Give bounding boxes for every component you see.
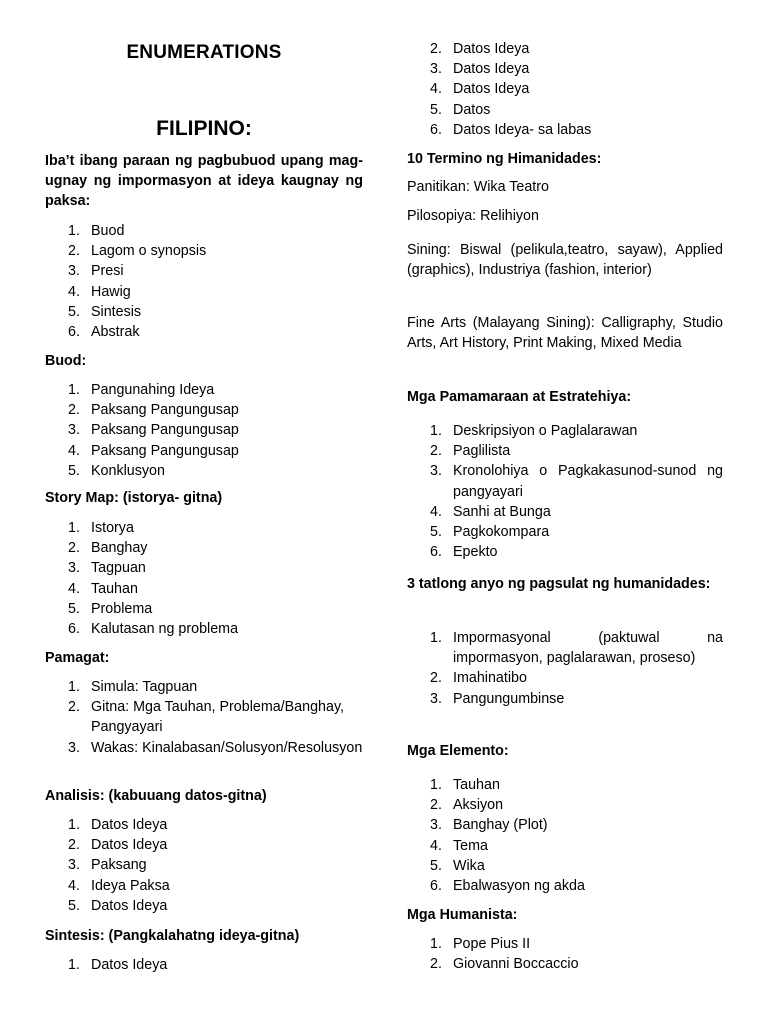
list-item	[45, 896, 363, 916]
pamamaraan-list	[407, 421, 723, 562]
list-item-text: Tauhan	[453, 777, 500, 793]
sining-paragraph	[407, 240, 723, 280]
list-number: 3.	[430, 817, 442, 834]
list-item	[45, 876, 363, 896]
list-item	[407, 668, 723, 688]
list-item	[407, 502, 723, 522]
list-number: 2.	[68, 699, 80, 716]
list-number: 2.	[430, 443, 442, 460]
humanista-list	[407, 934, 723, 974]
elemento-list	[407, 775, 723, 896]
analisis-section	[45, 786, 363, 806]
list-number: 1.	[68, 957, 80, 973]
pamamaraan-heading: Mga Pamamaraan at Estratehiya:	[407, 389, 632, 405]
pamamaraan-section	[407, 387, 723, 407]
pamagat-heading: Pamagat:	[45, 650, 110, 666]
list-item	[45, 322, 363, 342]
elemento-list-block	[407, 775, 723, 896]
anyo-list-block	[407, 628, 723, 709]
list-item	[45, 955, 363, 975]
list-item	[407, 39, 723, 59]
list-item-text: Buod	[91, 223, 125, 239]
list-item-text: Gitna: Mga Tauhan, Problema/Banghay, Pangyayari	[91, 699, 345, 736]
list-item	[407, 461, 723, 501]
list-item	[407, 689, 723, 709]
intro-section	[45, 151, 363, 212]
list-number: 5.	[68, 600, 80, 617]
list-number: 3.	[68, 560, 80, 577]
list-number: 5.	[68, 462, 80, 479]
list-item-text: Konklusyon	[91, 462, 165, 479]
storymap-heading: Story Map: (istorya- gitna)	[45, 490, 223, 506]
list-item	[45, 282, 363, 302]
list-item	[45, 579, 363, 599]
list-item-text: Sanhi at Bunga	[453, 503, 551, 520]
list-item-text: Presi	[91, 263, 124, 280]
list-number: 5.	[430, 101, 442, 118]
humanista-heading: Mga Humanista:	[407, 907, 518, 923]
sintesis-list-block	[45, 955, 363, 975]
list-item	[45, 538, 363, 558]
list-number: 4.	[68, 580, 80, 597]
anyo-section	[407, 574, 723, 594]
sintesis-heading: Sintesis: (Pangkalahatng ideya-gitna)	[45, 928, 300, 944]
list-number: 4.	[430, 837, 442, 854]
list-item	[407, 836, 723, 856]
list-number: 3.	[68, 857, 80, 874]
list-number: 1.	[68, 223, 80, 239]
list-item-text: Datos Ideya	[453, 61, 530, 78]
list-number: 6.	[68, 324, 80, 341]
list-number: 3.	[430, 690, 442, 707]
list-number: 6.	[68, 621, 80, 638]
termino-section	[407, 149, 723, 169]
list-number: 5.	[68, 897, 80, 914]
list-item	[407, 59, 723, 79]
panitikan-line	[407, 177, 723, 197]
list-number: 2.	[68, 402, 80, 419]
list-number: 2.	[430, 797, 442, 814]
list-number: 1.	[430, 936, 442, 952]
list-number: 2.	[68, 540, 80, 557]
list-item-text: Paglilista	[453, 443, 511, 460]
storymap-section	[45, 488, 363, 508]
list-item	[407, 876, 723, 896]
list-number: 1.	[430, 777, 442, 793]
termino-heading: 10 Termino ng Himanidades:	[407, 151, 602, 167]
list-item-text: Tagpuan	[91, 560, 146, 577]
analisis-list	[45, 815, 363, 916]
list-item-text: Wika	[453, 857, 485, 874]
intro-list-block	[45, 221, 363, 342]
list-number: 3.	[68, 739, 80, 756]
list-item-text: Istorya	[91, 520, 134, 536]
list-item	[407, 120, 723, 140]
pilosopiya-line	[407, 206, 723, 226]
list-item	[407, 100, 723, 120]
pamagat-section	[45, 648, 363, 668]
anyo-list	[407, 628, 723, 709]
list-number: 5.	[430, 524, 442, 541]
list-item	[407, 628, 723, 668]
list-item	[407, 522, 723, 542]
list-item	[45, 835, 363, 855]
list-number: 4.	[430, 81, 442, 98]
list-item-text: Ebalwasyon ng akda	[453, 878, 585, 895]
list-item-text: Datos Ideya- sa labas	[453, 121, 592, 138]
list-item	[407, 79, 723, 99]
list-number: 5.	[68, 303, 80, 320]
list-number: 1.	[68, 520, 80, 536]
pamagat-list-block	[45, 677, 363, 758]
buod-heading: Buod:	[45, 353, 87, 369]
list-item-text: Pagkokompara	[453, 524, 550, 541]
buod-list-block	[45, 380, 363, 481]
section-title: FILIPINO:	[156, 117, 252, 140]
list-number: 3.	[430, 61, 442, 78]
list-item-text: Epekto	[453, 544, 498, 561]
list-item-text: Simula: Tagpuan	[91, 679, 198, 695]
list-item	[407, 954, 723, 974]
finearts-paragraph	[407, 313, 723, 353]
list-item-text: Aksiyon	[453, 797, 504, 814]
list-number: 1.	[430, 423, 442, 439]
sintesis-list	[45, 955, 363, 975]
list-item-text: Ideya Paksa	[91, 877, 170, 894]
list-item-text: Abstrak	[91, 324, 140, 341]
list-number: 2.	[430, 956, 442, 973]
list-item-text: Kalutasan ng problema	[91, 621, 239, 638]
list-number: 2.	[430, 670, 442, 687]
page-title: ENUMERATIONS	[126, 42, 282, 63]
finearts-text: Fine Arts (Malayang Sining): Calligraphy, Studio Arts, Art History, Print Making, Mixed Media	[407, 315, 723, 352]
buod-section	[45, 351, 363, 371]
list-number: 1.	[68, 382, 80, 398]
list-number: 2.	[68, 243, 80, 260]
storymap-list	[45, 518, 363, 639]
list-item-text: Paksang	[91, 857, 147, 874]
list-item	[407, 856, 723, 876]
list-item	[407, 441, 723, 461]
list-number: 6.	[430, 121, 442, 138]
list-item-text: Tema	[453, 837, 488, 854]
list-item	[45, 380, 363, 400]
list-item-text: Lagom o synopsis	[91, 243, 207, 260]
list-item	[45, 261, 363, 281]
elemento-heading: Mga Elemento:	[407, 743, 509, 759]
list-item	[45, 599, 363, 619]
humanista-section	[407, 905, 723, 925]
anyo-heading: 3 tatlong anyo ng pagsulat ng humanidades:	[407, 576, 711, 592]
list-item-text: Datos	[453, 101, 491, 118]
list-number: 1.	[430, 630, 442, 646]
list-item-text: Imahinatibo	[453, 670, 527, 687]
list-item-text: Datos Ideya	[453, 41, 530, 57]
list-item	[407, 542, 723, 562]
list-number: 6.	[430, 544, 442, 561]
list-item-text: Hawig	[91, 283, 131, 300]
list-item-text: Paksang Pangungusap	[91, 422, 239, 439]
list-item	[45, 400, 363, 420]
intro-list	[45, 221, 363, 342]
list-item-text: Datos Ideya	[453, 81, 530, 98]
list-number: 6.	[430, 878, 442, 895]
analisis-list-block	[45, 815, 363, 916]
list-item	[45, 461, 363, 481]
list-item	[45, 420, 363, 440]
sining-text: Sining: Biswal (pelikula,teatro, sayaw), Applied (graphics), Industriya (fashion, interior)	[407, 242, 723, 279]
list-item-text: Sintesis	[91, 303, 142, 320]
list-number: 3.	[68, 263, 80, 280]
list-item-text: Banghay	[91, 540, 148, 557]
list-number: 2.	[68, 837, 80, 854]
list-item-text: Banghay (Plot)	[453, 817, 548, 834]
list-number: 4.	[68, 877, 80, 894]
list-number: 3.	[430, 463, 442, 480]
list-item	[45, 815, 363, 835]
list-item	[45, 441, 363, 461]
list-number: 3.	[68, 422, 80, 439]
list-number: 4.	[68, 442, 80, 459]
pilosopiya-text: Pilosopiya: Relihiyon	[407, 208, 539, 224]
list-item	[407, 795, 723, 815]
list-item	[407, 815, 723, 835]
humanista-list-block	[407, 934, 723, 974]
list-item-text: Impormasyonal (paktuwal na impormasyon, paglalarawan, proseso)	[453, 630, 723, 667]
list-item	[45, 697, 363, 737]
list-item-text: Datos Ideya	[91, 837, 168, 854]
list-item-text: Datos Ideya	[91, 897, 168, 914]
analisis-heading: Analisis: (kabuuang datos-gitna)	[45, 788, 267, 804]
list-item-text: Giovanni Boccaccio	[453, 956, 579, 973]
continued-list-block	[407, 39, 723, 140]
list-item-text: Datos Ideya	[91, 957, 168, 973]
storymap-list-block	[45, 518, 363, 639]
sintesis-section	[45, 926, 363, 946]
list-number: 2.	[430, 41, 442, 57]
pamamaraan-list-block	[407, 421, 723, 562]
elemento-section	[407, 741, 723, 761]
list-number: 5.	[430, 857, 442, 874]
list-item-text: Paksang Pangungusap	[91, 402, 239, 419]
list-item-text: Problema	[91, 600, 153, 617]
list-item-text: Deskripsiyon o Paglalarawan	[453, 423, 638, 439]
pamagat-list	[45, 677, 363, 758]
list-item-text: Pope Pius II	[453, 936, 531, 952]
continued-list	[407, 39, 723, 140]
list-item	[407, 934, 723, 954]
list-item	[45, 855, 363, 875]
list-item	[45, 738, 363, 758]
list-item	[45, 677, 363, 697]
list-number: 1.	[68, 817, 80, 833]
list-item	[407, 421, 723, 441]
list-item	[45, 518, 363, 538]
list-item	[45, 241, 363, 261]
list-item-text: Tauhan	[91, 580, 138, 597]
list-item-text: Pangungumbinse	[453, 690, 565, 707]
intro-heading: Iba’t ibang paraan ng pagbubuod upang mag-ugnay ng impormasyon at ideya kaugnay ng paksa:	[45, 153, 363, 210]
list-item	[45, 619, 363, 639]
list-item-text: Pangunahing Ideya	[91, 382, 215, 398]
list-item-text: Paksang Pangungusap	[91, 442, 239, 459]
list-item-text: Wakas: Kinalabasan/Solusyon/Resolusyon	[91, 739, 363, 756]
list-item	[45, 558, 363, 578]
panitikan-text: Panitikan: Wika Teatro	[407, 179, 549, 195]
list-item-text: Datos Ideya	[91, 817, 168, 833]
list-item	[45, 221, 363, 241]
list-item	[407, 775, 723, 795]
list-item-text: Kronolohiya o Pagkakasunod-sunod ng pangyayari	[453, 463, 723, 500]
buod-list	[45, 380, 363, 481]
list-number: 4.	[430, 503, 442, 520]
list-item	[45, 302, 363, 322]
list-number: 4.	[68, 283, 80, 300]
list-number: 1.	[68, 679, 80, 695]
